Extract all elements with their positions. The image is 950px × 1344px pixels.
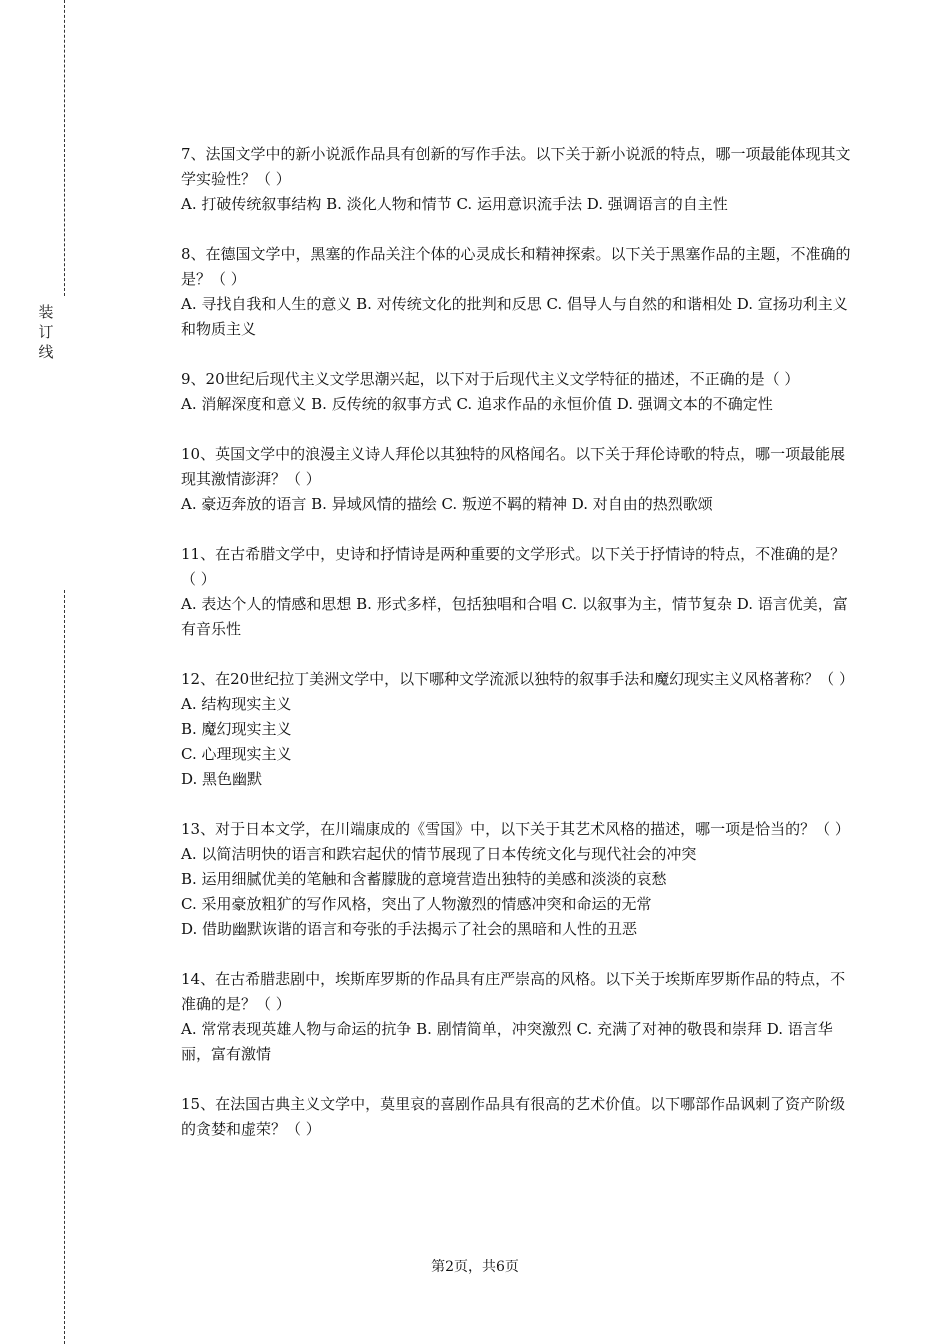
question-options: A. 豪迈奔放的语言 B. 异域风情的描绘 C. 叛逆不羁的精神 D. 对自由的热烈歌颂 [181,495,713,513]
question-13 [181,817,851,942]
question-12 [181,667,854,792]
binding-dashed-line-bottom [64,590,65,1344]
question-text: 11、在古希腊文学中，史诗和抒情诗是两种重要的文学形式。以下关于抒情诗的特点，不准确的是？（ ） [181,545,846,588]
question-text: 8、在德国文学中，黑塞的作品关注个体的心灵成长和精神探索。以下关于黑塞作品的主题，不准确的是？（ ） [181,245,851,288]
question-options: A. 打破传统叙事结构 B. 淡化人物和情节 C. 运用意识流手法 D. 强调语言的自主性 [181,195,728,213]
binding-label [37,302,55,362]
question-11 [181,542,851,642]
question-text: 9、20世纪后现代主义文学思潮兴起，以下对于后现代主义文学特征的描述，不正确的是（ ） [181,370,800,388]
question-9 [181,367,851,417]
question-15 [181,1092,851,1142]
option-d: D. 借助幽默诙谐的语言和夸张的手法揭示了社会的黑暗和人性的丑恶 [181,920,638,938]
option-a: A. 结构现实主义 [181,695,292,713]
question-options: A. 常常表现英雄人物与命运的抗争 B. 剧情简单，冲突激烈 C. 充满了对神的敬畏和崇拜 D. 语言华丽，富有激情 [181,1020,833,1063]
option-c: C. 心理现实主义 [181,745,292,763]
question-text: 7、法国文学中的新小说派作品具有创新的写作手法。以下关于新小说派的特点，哪一项最能体现其文学实验性？（ ） [181,145,851,188]
binding-char: 线 [38,343,54,361]
binding-char: 装 [38,303,54,321]
question-options: A. 消解深度和意义 B. 反传统的叙事方式 C. 追求作品的永恒价值 D. 强调文本的不确定性 [181,395,773,413]
question-8 [181,242,851,342]
question-7 [181,142,851,217]
binding-char: 订 [38,323,54,341]
question-14 [181,967,851,1067]
question-text: 13、对于日本文学，在川端康成的《雪国》中，以下关于其艺术风格的描述，哪一项是恰当的？（ ） [181,820,850,838]
question-text: 15、在法国古典主义文学中，莫里哀的喜剧作品具有很高的艺术价值。以下哪部作品讽刺了资产阶级的贪婪和虚荣？（ ） [181,1095,846,1138]
question-text: 14、在古希腊悲剧中，埃斯库罗斯的作品具有庄严崇高的风格。以下关于埃斯库罗斯作品的特点，不准确的是？（ ） [181,970,846,1013]
question-10 [181,442,851,517]
question-list [181,142,854,1167]
option-d: D. 黑色幽默 [181,770,263,788]
page-number: 第2页，共6页 [431,1259,519,1275]
question-options: A. 表达个人的情感和思想 B. 形式多样，包括独唱和合唱 C. 以叙事为主，情节复杂 D. 语言优美，富有音乐性 [181,595,848,638]
option-a: A. 以简洁明快的语言和跌宕起伏的情节展现了日本传统文化与现代社会的冲突 [181,845,697,863]
question-options: A. 寻找自我和人生的意义 B. 对传统文化的批判和反思 C. 倡导人与自然的和谐相处 D. 宣扬功利主义和物质主义 [181,295,848,338]
binding-dashed-line-top [64,0,65,296]
option-b: B. 魔幻现实主义 [181,720,292,738]
question-text: 10、英国文学中的浪漫主义诗人拜伦以其独特的风格闻名。以下关于拜伦诗歌的特点，哪一项最能展现其激情澎湃？（ ） [181,445,846,488]
option-b: B. 运用细腻优美的笔触和含蓄朦胧的意境营造出独特的美感和淡淡的哀愁 [181,870,667,888]
option-c: C. 采用豪放粗犷的写作风格，突出了人物激烈的情感冲突和命运的无常 [181,895,652,913]
question-text: 12、在20世纪拉丁美洲文学中，以下哪种文学流派以独特的叙事手法和魔幻现实主义风格著称？（ ） [181,670,854,688]
